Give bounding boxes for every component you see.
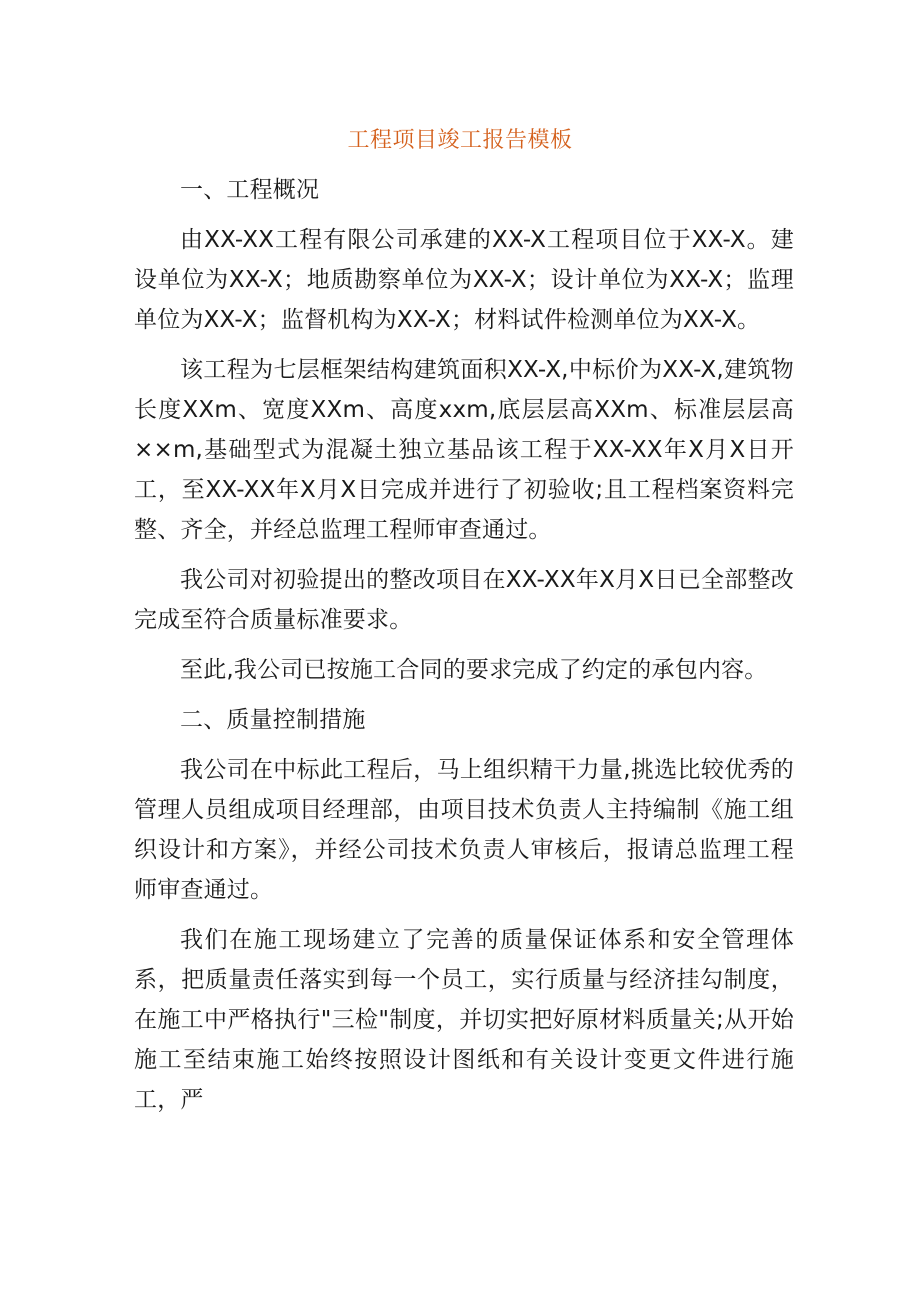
paragraph: 我们在施工现场建立了完善的质量保证体系和安全管理体系，把质量责任落实到每一个员工，实行质量与经济挂勾制度，在施工中严格执行"三检"制度，并切实把好原材料质量关;从开始施工至结束施工始终按照设计图纸和有关设计变更文件进行施工，严: [134, 927, 794, 1113]
paragraph: 至此,我公司已按施工合同的要求完成了约定的承包内容。: [180, 657, 768, 683]
section-heading-overview: 一、工程概况: [180, 177, 320, 203]
paragraph: 我公司对初验提出的整改项目在XX-XX年X月X日已全部整改完成至符合质量标准要求。: [134, 567, 794, 633]
document-title: 工程项目竣工报告模板: [347, 128, 573, 153]
paragraph: 该工程为七层框架结构建筑面积XX-X,中标价为XX-X,建筑物长度XXm、宽度XXm、高度xxm,底层层高XXm、标准层层高××m,基础型式为混凝土独立基品该工程于XX-XX年X月X日开工，至XX-XX年X月X日完成并进行了初验收;且工程档案资料完整、齐全，并经总监理工程师审查通过。: [134, 357, 794, 543]
paragraph: 我公司在中标此工程后，马上组织精干力量,挑选比较优秀的管理人员组成项目经理部，由项目技术负责人主持编制《施工组织设计和方案》，并经公司技术负责人审核后，报请总监理工程师审查通过。: [134, 757, 794, 903]
document-body: [134, 170, 794, 1130]
paragraph: 由XX-XX工程有限公司承建的XX-X工程项目位于XX-X。建设单位为XX-X；地质勘察单位为XX-X；设计单位为XX-X；监理单位为XX-X；监督机构为XX-X；材料试件检测单位为XX-X。: [134, 227, 794, 333]
section-heading-quality-control: 二、质量控制措施: [180, 707, 366, 733]
